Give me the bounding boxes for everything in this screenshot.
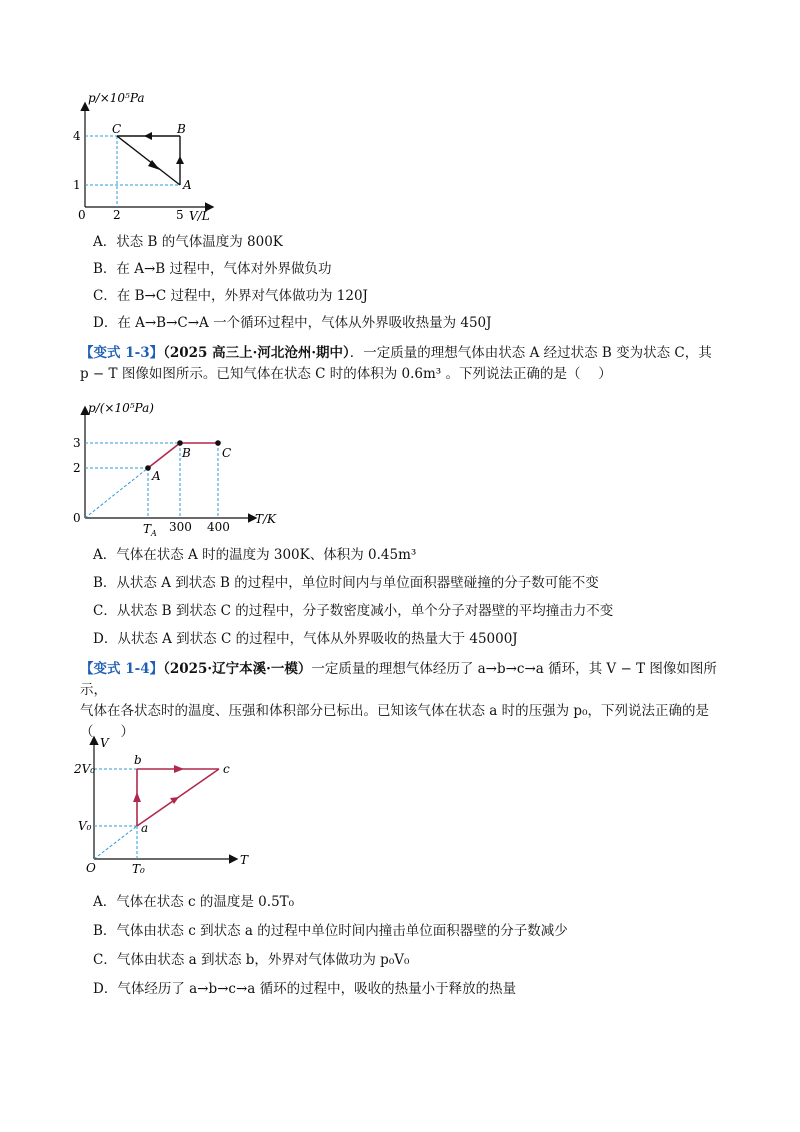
q3-tag: 【变式 1-4】 (80, 661, 164, 677)
fig1-point-a: A (183, 178, 192, 192)
point-a-dot (145, 465, 151, 471)
fig2-ytick-3: 3 (73, 436, 81, 450)
process-c-to-a (117, 136, 180, 185)
fig2-xtick-300: 300 (169, 520, 192, 534)
q3-option-a: A．气体在状态 c 的温度是 0.5T₀ (93, 894, 295, 910)
fig1-x-label: V/L (189, 209, 210, 223)
q3-option-d: D．气体经历了 a→b→c→a 循环的过程中，吸收的热量小于释放的热量 (93, 981, 517, 997)
fig2-point-b: B (182, 446, 191, 460)
q2-option-c: C．从状态 B 到状态 C 的过程中，分子数密度减小，单个分子对器壁的平均撞击力不变 (93, 603, 614, 619)
q3-line2: 气体在各状态时的温度、压强和体积部分已标出。已知该气体在状态 a 时的压强为 p₀，下列说法正确的是 (80, 703, 709, 719)
q2-source: （2025 高三上·河北沧州·期中） (163, 345, 350, 361)
process-a-to-b (148, 443, 180, 468)
figure-3-vt-diagram (74, 734, 264, 876)
fig3-ytick-2v0: 2V₀ (74, 762, 96, 776)
q3-option-c: C．气体由状态 a 到状态 b，外界对气体做功为 p₀V₀ (93, 952, 410, 968)
fig1-origin: 0 (78, 208, 86, 222)
fig1-ytick-1: 1 (73, 178, 81, 192)
fig2-origin: 0 (73, 511, 81, 525)
fig1-point-b: B (177, 122, 186, 136)
q1-option-d: D．在 A→B→C→A 一个循环过程中，气体从外界吸收热量为 450J (93, 315, 492, 331)
q3-stem (80, 659, 740, 743)
figure-2-pt-diagram (70, 398, 290, 538)
figure-1-pv-diagram (72, 92, 232, 224)
fig3-point-b: b (134, 753, 142, 767)
fig2-point-c: C (222, 446, 232, 460)
q3-source: （2025·辽宁本溪·一模） (163, 661, 312, 677)
q2-stem (80, 343, 740, 385)
fig3-xtick-t0: T₀ (132, 862, 145, 876)
extension-line (94, 826, 137, 859)
extension-line (85, 468, 148, 518)
point-b-dot (177, 440, 183, 446)
q2-option-a: A．气体在状态 A 时的温度为 300K、体积为 0.45m³ (93, 547, 417, 563)
fig3-point-a: a (141, 821, 149, 835)
q3-line3: （ ） (80, 724, 134, 740)
q2-line2: p − T 图像如图所示。已知气体在状态 C 时的体积为 0.6m³ 。下列说法正确的是（ ） (80, 366, 612, 382)
fig1-y-label: p/×10⁵Pa (88, 92, 145, 105)
fig2-x-label: T/K (255, 512, 277, 526)
fig1-xtick-5: 5 (176, 208, 184, 222)
q1-option-b: B．在 A→B 过程中，气体对外界做负功 (93, 261, 332, 277)
fig2-xtick-400: 400 (207, 520, 230, 534)
q1-option-a: A．状态 B 的气体温度为 800K (93, 234, 283, 250)
fig3-x-label: T (240, 853, 249, 867)
q2-option-b: B．从状态 A 到状态 B 的过程中，单位时间内与单位面积器壁碰撞的分子数可能不变 (93, 575, 599, 591)
fig2-y-label: p/(×10⁵Pa) (88, 401, 154, 415)
q1-option-c: C．在 B→C 过程中，外界对气体做功为 120J (93, 288, 368, 304)
q3-line1: 一定质量的理想气体经历了 a→b→c→a 循环，其 V − T 图像如图所示， (80, 661, 717, 698)
fig3-point-c: c (223, 762, 230, 776)
fig2-ytick-2: 2 (73, 461, 81, 475)
fig3-y-label: V (100, 736, 109, 750)
fig1-ytick-4: 4 (73, 129, 81, 143)
q2-option-d: D．从状态 A 到状态 C 的过程中，气体从外界吸收的热量大于 45000J (93, 631, 518, 647)
fig2-xtick-ta: $T_A$ (143, 522, 157, 538)
q2-line1: ．一定质量的理想气体由状态 A 经过状态 B 变为状态 C，其 (349, 345, 712, 361)
q2-tag: 【变式 1-3】 (80, 345, 164, 361)
fig1-xtick-2: 2 (113, 208, 121, 222)
fig3-ytick-v0: V₀ (78, 819, 92, 833)
fig1-point-c: C (112, 122, 122, 136)
point-c-dot (215, 440, 221, 446)
q3-option-b: B．气体由状态 c 到状态 a 的过程中单位时间内撞击单位面积器壁的分子数减少 (93, 923, 568, 939)
fig2-point-a: A (152, 469, 161, 483)
fig3-origin: O (86, 861, 96, 875)
